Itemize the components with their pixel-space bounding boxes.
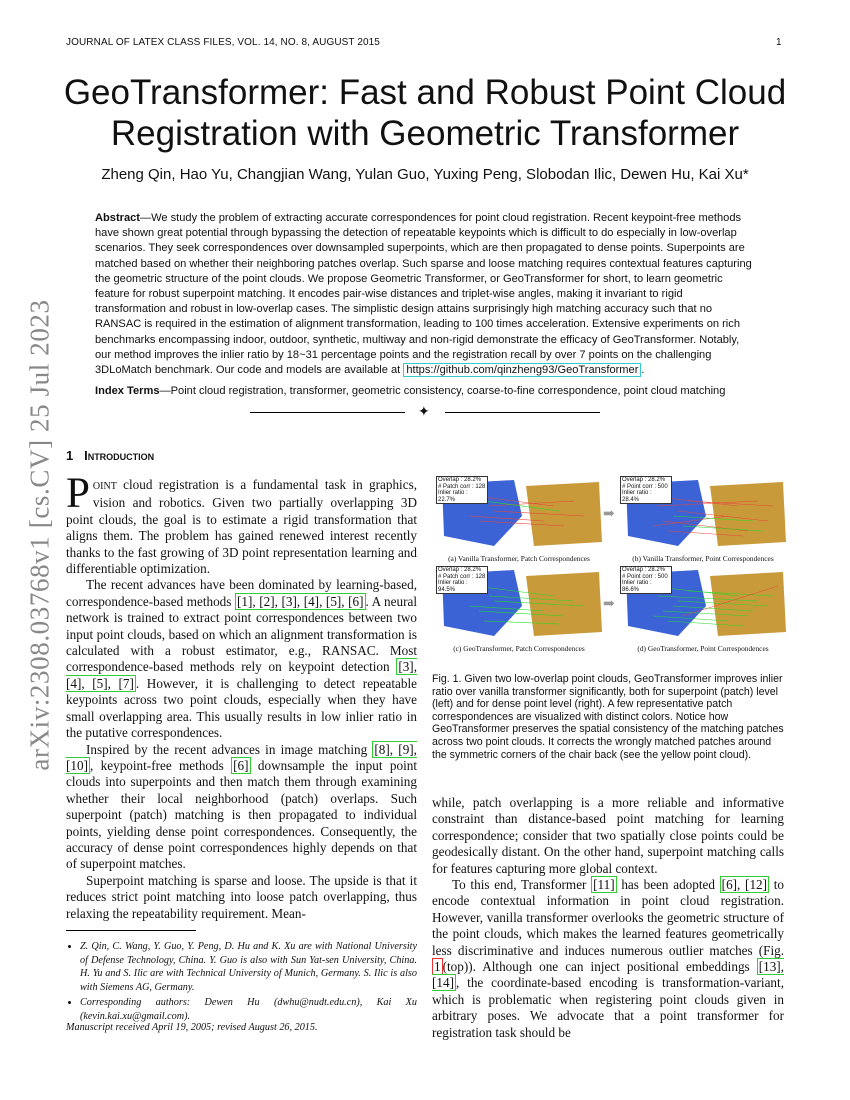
citation-link[interactable]: [6], [12]	[721, 877, 768, 893]
footnotes	[66, 940, 417, 1026]
manuscript-note: Manuscript received April 19, 2005; revised August 26, 2015.	[66, 1022, 318, 1033]
overlap-text: Overlap : 28.2%	[438, 477, 482, 483]
corr-text: # Point corr : 500	[622, 573, 668, 580]
stats-label	[620, 476, 672, 504]
overlap-text: Overlap : 28.2%	[622, 477, 666, 483]
inlier-text: Inlier ratio : 94.5%	[438, 580, 468, 593]
corr-text: # Patch corr : 128	[438, 483, 486, 490]
right-p2c: to encode contextual information in point cloud registration. However, vanilla transformer overlooks the geometric structure of the point clouds, which makes the learned features geometrically less discriminative and induces numerous outlier matches (Fig.	[432, 877, 784, 958]
intro-paragraph-3	[66, 742, 417, 873]
right-p2d: (top)). Although one can inject positional embeddings	[442, 959, 757, 975]
figure-caption: Fig. 1. Given two low-overlap point clouds, GeoTransformer improves inlier ratio over vanilla transformer significantly, both for superpoint (patch) level (left) and for dense point level (right). A few representative patch correspondences are visualized with distinct colors. Notice how GeoTransformer preserves the spatial consistency of the matching patches across two point clouds. It corrects the wrongly matched patches around the symmetric corners of the chair back (see the yellow point cloud).	[432, 673, 784, 761]
citation-link[interactable]: [6]	[233, 757, 249, 773]
abstract-label: Abstract	[95, 212, 141, 224]
inlier-text: Inlier ratio : 86.6%	[622, 580, 652, 593]
stats-label	[436, 476, 488, 504]
journal-header: JOURNAL OF LATEX CLASS FILES, VOL. 14, NO. 8, AUGUST 2015	[66, 37, 380, 48]
index-terms-body: —Point cloud registration, transformer, geometric consistency, coarse-to-fine correspondence, point cloud matching	[159, 385, 726, 397]
page-number: 1	[776, 37, 782, 48]
panel-caption: (d) GeoTransformer, Point Correspondences	[637, 644, 769, 653]
inlier-text: Inlier ratio : 22.7%	[438, 490, 468, 503]
intro-paragraph-1	[66, 470, 417, 577]
intro-p3c: downsample the input point clouds into superpoints and then match them through examining whether their local neighborhood (patch) overlaps. Such superpoint (patch) matching is then propagated to individual points, yielding dense point correspondences. Consequently, the accuracy of dense point correspondences highly depends on that of superpoint matches.	[66, 757, 417, 872]
abstract	[95, 211, 755, 378]
figure-panel-b	[618, 476, 788, 563]
intro-p2b: . A neural network is trained to extract point correspondences between two input point clouds, based on which an alignment transformation is calculated with a robust estimator, e.g., RANSAC. Most correspondence-based methods rely on keypoint detection	[66, 593, 417, 675]
left-column	[66, 470, 417, 922]
inlier-text: Inlier ratio : 28.4%	[622, 490, 652, 503]
panel-caption: (b) Vanilla Transformer, Point Correspondences	[632, 554, 774, 563]
intro-p2c: . However, it is challenging to detect repeatable keypoints across two point clouds, especially when they have small overlapping area. This usually results in low inlier ratio in the putative correspondences.	[66, 675, 417, 741]
intro-p2a: The recent advances have been dominated by learning-based, correspondence-based methods	[66, 577, 417, 609]
arrow-right-icon: ➡	[603, 507, 615, 522]
right-p2a: To this end, Transformer	[452, 877, 592, 893]
figure-1	[432, 476, 784, 656]
figure-panel-d	[618, 566, 788, 653]
right-p2b: has been adopted	[616, 877, 720, 893]
figure-ref-link[interactable]: 1	[434, 959, 441, 975]
intro-p4: Superpoint matching is sparse and loose. The upside is that it reduces strict point matching into loose patch overlapping, thus relaxing the repeatability requirement. Mean-	[66, 872, 417, 921]
paper-title: GeoTransformer: Fast and Robust Point Cloud Registration with Geometric Transformer	[63, 73, 787, 153]
arxiv-stamp-text: arXiv:2308.03768v1 [cs.CV] 25 Jul 2023	[24, 299, 55, 771]
dropcap: P	[66, 470, 90, 517]
section-number: 1	[66, 448, 74, 463]
intro-paragraph-4	[66, 873, 417, 922]
footnote-corresponding: • Corresponding authors: Dewen Hu (dwhu@nudt.edu.cn), Kai Xu (kevin.kai.xu@gmail.com).	[80, 996, 417, 1023]
citation-link[interactable]: [1], [2], [3], [4], [5], [6]	[236, 593, 364, 609]
citation-link[interactable]: [13], [14]	[432, 959, 784, 991]
corr-text: # Point corr : 500	[622, 483, 668, 490]
right-paragraph-2	[432, 877, 784, 1041]
arrow-right-icon: ➡	[603, 597, 615, 612]
arxiv-stamp	[14, 300, 66, 770]
intro-paragraph-2	[66, 577, 417, 741]
footnote-rule	[66, 930, 196, 931]
index-terms	[95, 385, 755, 397]
abstract-end: .	[641, 364, 645, 377]
intro-p3a: Inspired by the recent advances in image matching	[86, 741, 373, 757]
right-column	[432, 795, 784, 1041]
stats-label	[620, 566, 672, 594]
diamond-icon: ✦	[418, 405, 430, 420]
code-link[interactable]: https://github.com/qinzheng93/GeoTransformer	[403, 363, 641, 377]
right-paragraph-1: while, patch overlapping is a more reliable and informative constraint than distance-based point matching for learning correspondence; consider that two spatially close points could be geodesically distant. On the other hand, superpoint matching calls for features capturing more global context.	[432, 795, 784, 876]
panel-caption: (c) GeoTransformer, Patch Correspondences	[453, 644, 585, 653]
overlap-text: Overlap : 28.2%	[438, 567, 482, 573]
figure-panel-a	[434, 476, 604, 563]
footnote-affiliations: • Z. Qin, C. Wang, Y. Guo, Y. Peng, D. Hu and K. Xu are with National University of Defense Technology, China. Y. Guo is also with Sun Yat-sen University, China. H. Yu and S. Ilic are with Technical University of Munich, Germany. S. Ilic is also with Siemens AG, Germany.	[80, 940, 417, 994]
section-divider	[250, 405, 600, 420]
section-heading	[66, 448, 154, 463]
index-terms-label: Index Terms	[95, 385, 160, 397]
divider-line-left	[250, 412, 405, 413]
overlap-text: Overlap : 28.2%	[622, 567, 666, 573]
intro-p3b: , keypoint-free methods	[89, 757, 232, 773]
right-p2e: , the coordinate-based encoding is transformation-variant, which is problematic when registering point clouds given in arbitrary poses. We advocate that a point transformer for registration task should be	[432, 975, 784, 1040]
abstract-body: —We study the problem of extracting accurate correspondences for point cloud registration. Recent keypoint-free methods have shown great potential through bypassing the detection of repeatable keypoints which is difficult to do especially in low-overlap scenarios. They seek correspondences over downsampled superpoints, which are then propagated to dense points. Superpoints are matched based on whether their neighboring patches overlap. Such sparse and loose matching requires contextual features capturing the geometric structure of the point clouds. We propose Geometric Transformer, or GeoTransformer for short, to learn geometric feature for robust superpoint matching. It encodes pair-wise distances and triplet-wise angles, making it invariant to rigid transformation and robust in low-overlap cases. The simplistic design attains surprisingly high matching accuracy such that no RANSAC is required in the estimation of alignment transformation, leading to 100 times acceleration. Extensive experiments on rich benchmarks encompassing indoor, outdoor, synthetic, multiway and non-rigid demonstrate the efficacy of GeoTransformer. Notably, our method improves the inlier ratio by 18~31 percentage points and the registration recall by over 7 points on the challenging 3DLoMatch benchmark. Our code and models are available at	[95, 212, 752, 377]
figure-panel-c	[434, 566, 604, 653]
citation-link[interactable]: [8], [9], [10]	[66, 741, 417, 773]
section-title: Introduction	[84, 448, 155, 463]
corr-text: # Patch corr : 128	[438, 573, 486, 580]
intro-p1-text: cloud registration is a fundamental task in graphics, vision and robotics. Given two partially overlapping 3D point clouds, the goal is to estimate a rigid transformation that aligns them. The problem has gained renewed interest recently thanks to the fast growing of 3D point representation learning and differentiable optimization.	[66, 477, 417, 577]
divider-line-right	[445, 412, 600, 413]
author-list: Zheng Qin, Hao Yu, Changjian Wang, Yulan Guo, Yuxing Peng, Slobodan Ilic, Dewen Hu, Kai Xu*	[101, 166, 749, 183]
citation-link[interactable]: [11]	[593, 877, 615, 893]
dropcap-smallcaps: OINT	[92, 481, 117, 492]
stats-label	[436, 566, 488, 594]
panel-caption: (a) Vanilla Transformer, Patch Correspondences	[448, 554, 590, 563]
citation-link[interactable]: [3], [4], [5], [7]	[66, 659, 417, 691]
